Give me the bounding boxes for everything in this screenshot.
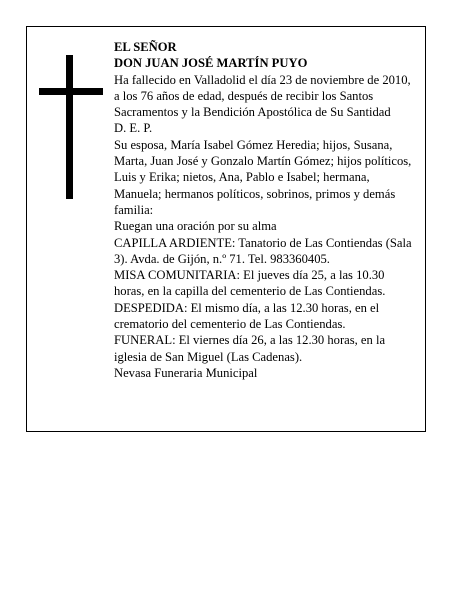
notice-title: EL SEÑOR	[114, 40, 177, 54]
despedida: DESPEDIDA: El mismo día, a las 12.30 horas, en el crematorio del cementerio de Las Contiendas.	[114, 300, 380, 332]
misa-comunitaria: MISA COMUNITARIA: El jueves día 25, a las 10.30 horas, en la capilla del cementerio de Las Contiendas.	[114, 268, 386, 299]
notice-text	[114, 39, 414, 381]
cross-vertical-bar	[66, 55, 73, 199]
prayer-request: Ruegan una oración por su alma	[114, 219, 277, 234]
deceased-name: DON JUAN JOSÉ MARTÍN PUYO	[114, 56, 308, 71]
family-list: Su esposa, María Isabel Gómez Heredia; hijos, Susana, Marta, Juan José y Gonzalo Martín Gómez; hijos políticos, Luis y Erika; nietos, Ana, Pablo e Isabel; hermana, Manuela; hermanos políticos, sobrinos, primos y demás familia:	[114, 137, 412, 217]
death-info: Ha fallecido en Valladolid el día 23 de noviembre de 2010, a los 76 años de edad, después de recibir los Santos Sacramentos y la Bendición Apostólica de Su Santidad	[114, 72, 411, 120]
obituary-notice	[26, 26, 426, 432]
cross-horizontal-bar	[39, 88, 103, 95]
funeraria: Nevasa Funeraria Municipal	[114, 365, 258, 380]
cross-icon	[39, 55, 103, 199]
capilla-ardiente: CAPILLA ARDIENTE: Tanatorio de Las Contiendas (Sala 3). Avda. de Gijón, n.º 71. Tel. 983360405.	[114, 235, 412, 266]
dep-line: D. E. P.	[114, 121, 153, 136]
funeral: FUNERAL: El viernes día 26, a las 12.30 horas, en la iglesia de San Miguel (Las Cadenas).	[114, 333, 386, 364]
